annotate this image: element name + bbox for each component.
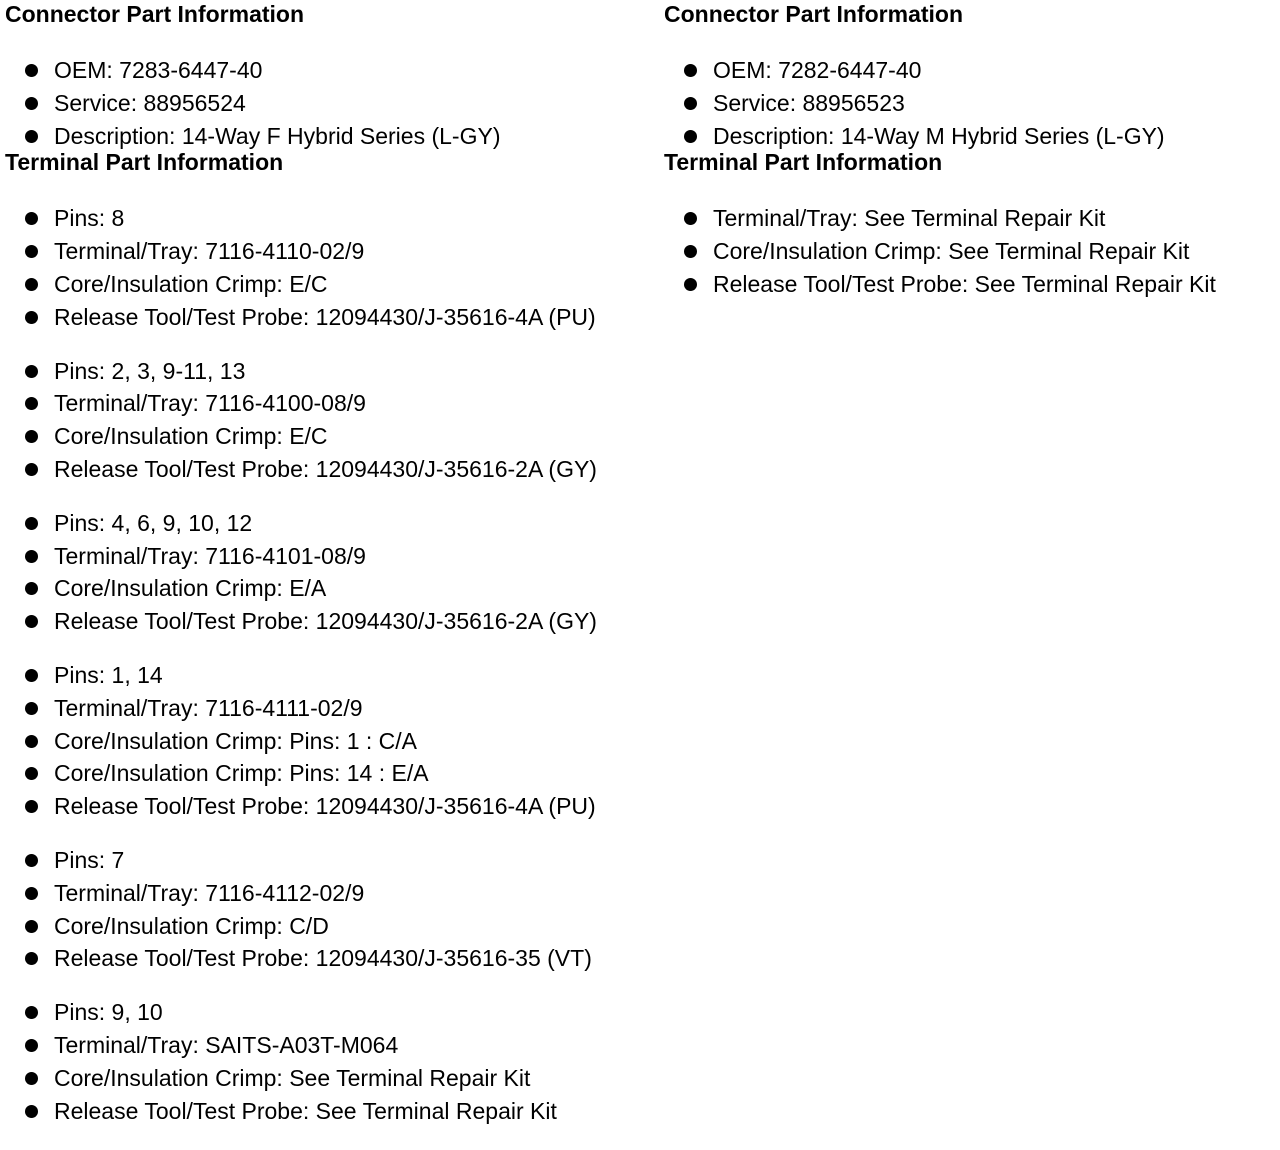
bullet-icon	[25, 463, 38, 476]
list-item: Terminal/Tray: 7116-4112-02/9	[5, 877, 660, 910]
list-item: Pins: 1, 14	[5, 659, 660, 692]
terminal-part-list	[664, 202, 1274, 300]
bullet-icon	[684, 97, 697, 110]
terminal-group-4	[5, 659, 660, 823]
bullet-icon	[25, 212, 38, 225]
list-item: Core/Insulation Crimp: E/C	[5, 268, 660, 301]
connector-part-list	[5, 54, 660, 152]
list-item: OEM: 7283-6447-40	[5, 54, 660, 87]
list-item: Release Tool/Test Probe: See Terminal Repair Kit	[664, 268, 1274, 301]
terminal-group-2	[5, 355, 660, 486]
terminal-part-heading: Terminal Part Information	[664, 149, 943, 176]
terminal-group-1	[5, 202, 660, 333]
bullet-icon	[25, 952, 38, 965]
list-item: Terminal/Tray: SAITS-A03T-M064	[5, 1029, 660, 1062]
bullet-icon	[684, 64, 697, 77]
terminal-group-6	[5, 996, 660, 1127]
list-item: Pins: 2, 3, 9-11, 13	[5, 355, 660, 388]
list-item: Core/Insulation Crimp: E/A	[5, 572, 660, 605]
connector-part-heading: Connector Part Information	[5, 1, 305, 27]
bullet-icon	[684, 245, 697, 258]
list-item: Terminal/Tray: 7116-4100-08/9	[5, 387, 660, 420]
list-item: Terminal/Tray: 7116-4101-08/9	[5, 540, 660, 573]
bullet-icon	[25, 669, 38, 682]
bullet-icon	[25, 1072, 38, 1085]
terminal-group-5	[5, 844, 660, 975]
list-item: Service: 88956524	[5, 87, 660, 120]
bullet-icon	[25, 887, 38, 900]
list-item: Service: 88956523	[664, 87, 1274, 120]
list-item: Pins: 4, 6, 9, 10, 12	[5, 507, 660, 540]
list-item: Pins: 7	[5, 844, 660, 877]
bullet-icon	[684, 278, 697, 291]
bullet-icon	[25, 311, 38, 324]
list-item: Release Tool/Test Probe: 12094430/J-35616-4A (PU)	[5, 301, 660, 334]
list-item: Release Tool/Test Probe: 12094430/J-35616-4A (PU)	[5, 790, 660, 823]
bullet-icon	[25, 1039, 38, 1052]
bullet-icon	[25, 1006, 38, 1019]
terminal-part-heading: Terminal Part Information	[5, 149, 284, 176]
list-item: Core/Insulation Crimp: C/D	[5, 910, 660, 943]
bullet-icon	[25, 920, 38, 933]
list-item: OEM: 7282-6447-40	[664, 54, 1274, 87]
list-item: Terminal/Tray: See Terminal Repair Kit	[664, 202, 1274, 235]
list-item: Pins: 8	[5, 202, 660, 235]
bullet-icon	[25, 767, 38, 780]
list-item: Pins: 9, 10	[5, 996, 660, 1029]
bullet-icon	[25, 397, 38, 410]
list-item: Core/Insulation Crimp: E/C	[5, 420, 660, 453]
bullet-icon	[684, 212, 697, 225]
connector-part-list	[664, 54, 1274, 152]
left-connector-column	[5, 0, 660, 1127]
bullet-icon	[25, 582, 38, 595]
list-item: Description: 14-Way F Hybrid Series (L-GY)	[5, 120, 660, 153]
list-item: Release Tool/Test Probe: 12094430/J-35616-2A (GY)	[5, 605, 660, 638]
list-item: Core/Insulation Crimp: See Terminal Repair Kit	[664, 235, 1274, 268]
bullet-icon	[25, 97, 38, 110]
bullet-icon	[25, 854, 38, 867]
list-item: Core/Insulation Crimp: See Terminal Repair Kit	[5, 1062, 660, 1095]
bullet-icon	[25, 800, 38, 813]
bullet-icon	[25, 64, 38, 77]
bullet-icon	[25, 517, 38, 530]
bullet-icon	[25, 1105, 38, 1118]
bullet-icon	[25, 430, 38, 443]
bullet-icon	[25, 702, 38, 715]
list-item: Terminal/Tray: 7116-4110-02/9	[5, 235, 660, 268]
list-item: Release Tool/Test Probe: 12094430/J-35616-2A (GY)	[5, 453, 660, 486]
bullet-icon	[25, 550, 38, 563]
terminal-group-3	[5, 507, 660, 638]
list-item: Terminal/Tray: 7116-4111-02/9	[5, 692, 660, 725]
list-item: Core/Insulation Crimp: Pins: 14 : E/A	[5, 757, 660, 790]
bullet-icon	[25, 735, 38, 748]
bullet-icon	[25, 130, 38, 143]
list-item: Description: 14-Way M Hybrid Series (L-GY)	[664, 120, 1274, 153]
list-item: Release Tool/Test Probe: 12094430/J-35616-35 (VT)	[5, 942, 660, 975]
bullet-icon	[684, 130, 697, 143]
connector-part-heading: Connector Part Information	[664, 1, 964, 27]
bullet-icon	[25, 615, 38, 628]
list-item: Core/Insulation Crimp: Pins: 1 : C/A	[5, 725, 660, 758]
right-connector-column	[664, 0, 1274, 301]
list-item: Release Tool/Test Probe: See Terminal Repair Kit	[5, 1095, 660, 1128]
bullet-icon	[25, 365, 38, 378]
bullet-icon	[25, 278, 38, 291]
bullet-icon	[25, 245, 38, 258]
